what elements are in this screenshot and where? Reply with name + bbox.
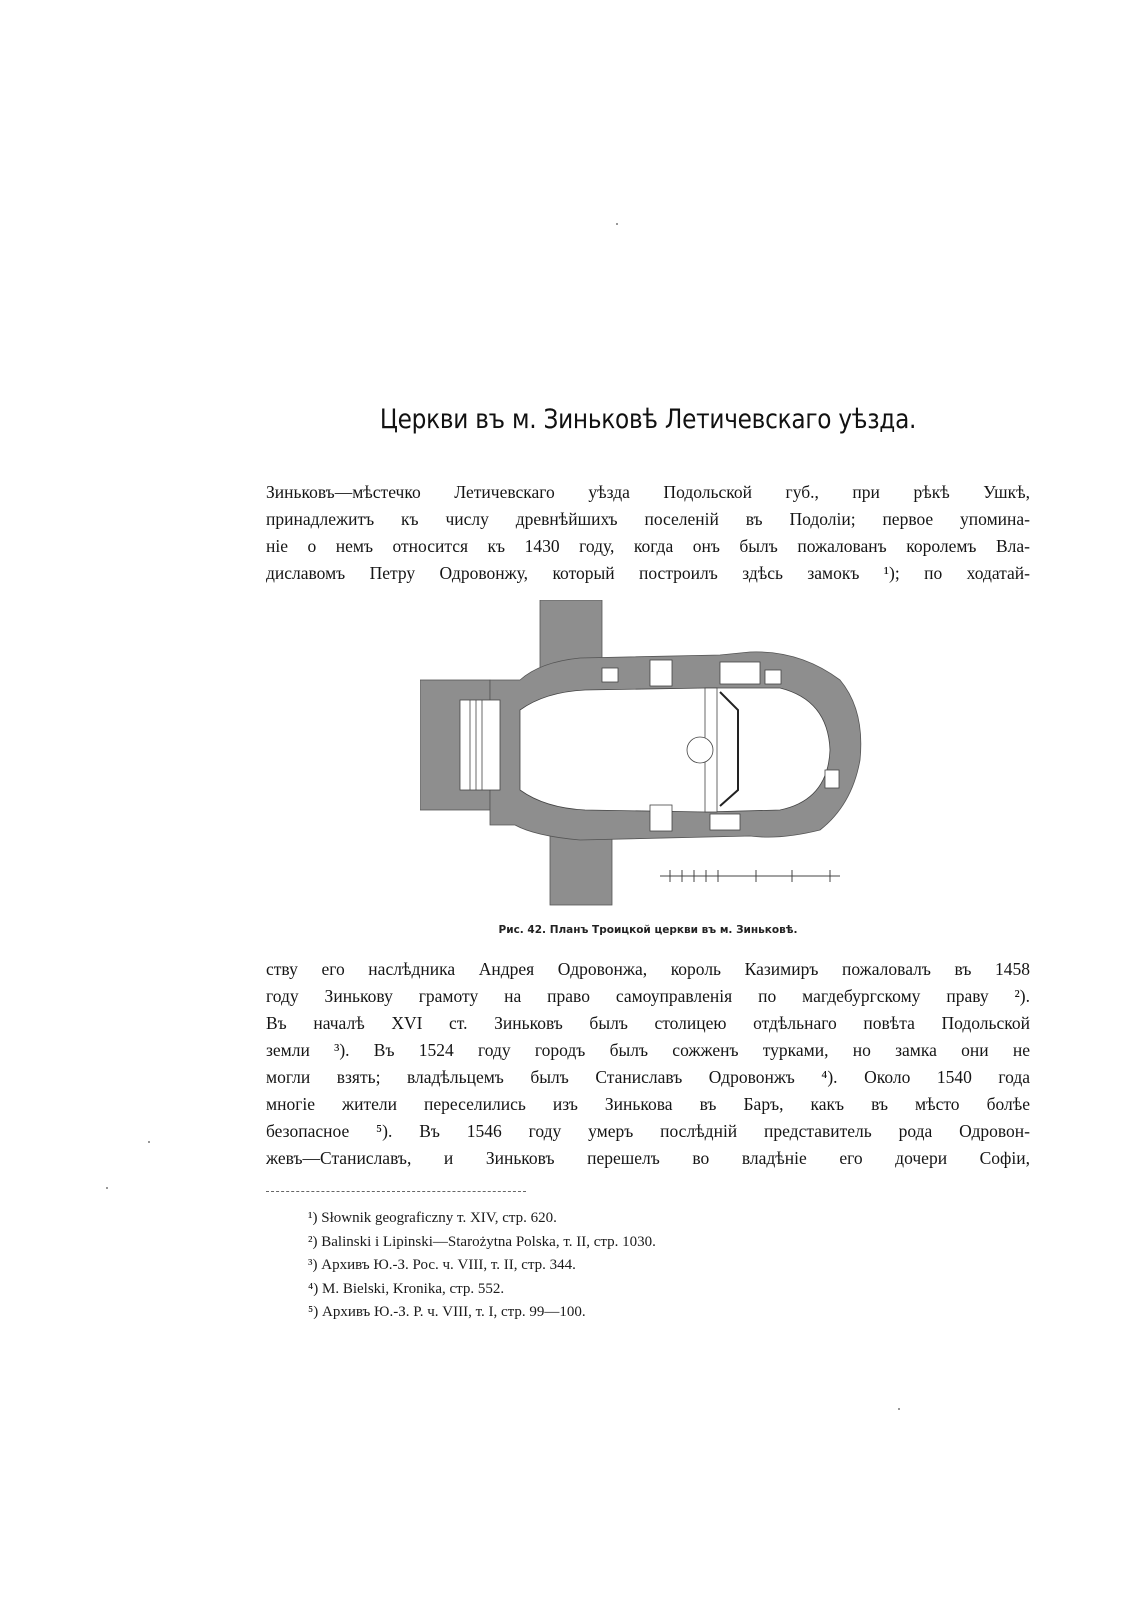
footnote [308, 1301, 656, 1325]
scan-speck [106, 1187, 108, 1189]
plan-niche [765, 670, 781, 684]
text-line: многіе жители переселились изъ Зинькова въ Баръ, какъ въ мѣсто болѣе [266, 1094, 1030, 1114]
footnote-text: Słownik geograficzny т. XIV, стр. 620. [321, 1210, 557, 1226]
plan-niche [650, 805, 672, 831]
paragraph-intro [266, 479, 1030, 587]
text-line: жевъ—Станиславъ, и Зиньковъ перешелъ во владѣніе его дочери Софіи, [266, 1148, 1030, 1168]
footnote-text: Архивъ Ю.-З. Рос. ч. VIII, т. II, стр. 344. [321, 1257, 576, 1273]
footnote-text: M. Bielski, Kronika, стр. 552. [321, 1280, 505, 1297]
plan-niche [825, 770, 839, 788]
scan-speck [898, 1408, 900, 1410]
text-line: диславомъ Петру Одровонжу, который построилъ здѣсь замокъ ¹); по ходатай- [266, 563, 1030, 583]
footnote-mark: ¹) [308, 1210, 318, 1226]
church-floor-plan [420, 600, 880, 910]
footnotes [308, 1207, 656, 1325]
text-line: могли взять; владѣльцемъ былъ Станиславъ Одровонжъ ⁴). Около 1540 года [266, 1067, 1030, 1087]
text-line: году Зинькову грамоту на право самоуправленія по магдебургскому праву ²). [266, 986, 1030, 1006]
text-line: принадлежитъ къ числу древнѣйшихъ поселеній въ Подоліи; первое упомина- [266, 509, 1030, 529]
plan-niche [720, 662, 760, 684]
footnote [308, 1207, 656, 1231]
plan-nave-interior [520, 688, 830, 812]
footnote-mark: ⁵) [308, 1304, 319, 1320]
plan-altar [687, 737, 713, 763]
footnote-text: Balinski i Lipinski—Starożytna Polska, т. II, стр. 1030. [321, 1233, 656, 1250]
scan-speck [616, 223, 618, 225]
footnote-divider [266, 1191, 526, 1192]
figure-caption: Рис. 42. Планъ Троицкой церкви въ м. Зиньковѣ. [498, 924, 798, 936]
text-line: Зиньковъ—мѣстечко Летичевскаго уѣзда Подольской губ., при рѣкѣ Ушкѣ, [266, 482, 1030, 502]
text-line: ніе о немъ относится къ 1430 году, когда онъ былъ пожалованъ королемъ Вла- [266, 536, 1030, 556]
paragraph-history [266, 956, 1030, 1172]
plan-niche [650, 660, 672, 686]
footnote-text: Архивъ Ю.-З. Р. ч. VIII, т. I, стр. 99—100. [321, 1304, 586, 1320]
footnote-mark: ²) [308, 1233, 318, 1250]
scan-speck [148, 1141, 150, 1143]
footnote [308, 1278, 656, 1302]
footnote-mark: ⁴) [308, 1280, 319, 1297]
footnote [308, 1254, 656, 1278]
plan-niche [602, 668, 618, 682]
plan-niche [710, 814, 740, 830]
page-title: Церкви въ м. Зиньковѣ Летичевскаго уѣзда. [379, 404, 917, 435]
text-line: ству его наслѣдника Андрея Одровонжа, король Казимиръ пожаловалъ въ 1458 [266, 959, 1030, 979]
text-line: земли ³). Въ 1524 году городъ былъ сожженъ турками, но замка они не [266, 1040, 1030, 1060]
plan-entrance [460, 700, 500, 790]
text-line: безопасное ⁵). Въ 1546 году умеръ послѣдній представитель рода Одровон- [266, 1121, 1030, 1141]
text-line: Въ началѣ XVI ст. Зиньковъ былъ столицею отдѣльнаго повѣта Подольской [266, 1013, 1030, 1033]
footnote [308, 1231, 656, 1255]
footnote-mark: ³) [308, 1257, 318, 1273]
